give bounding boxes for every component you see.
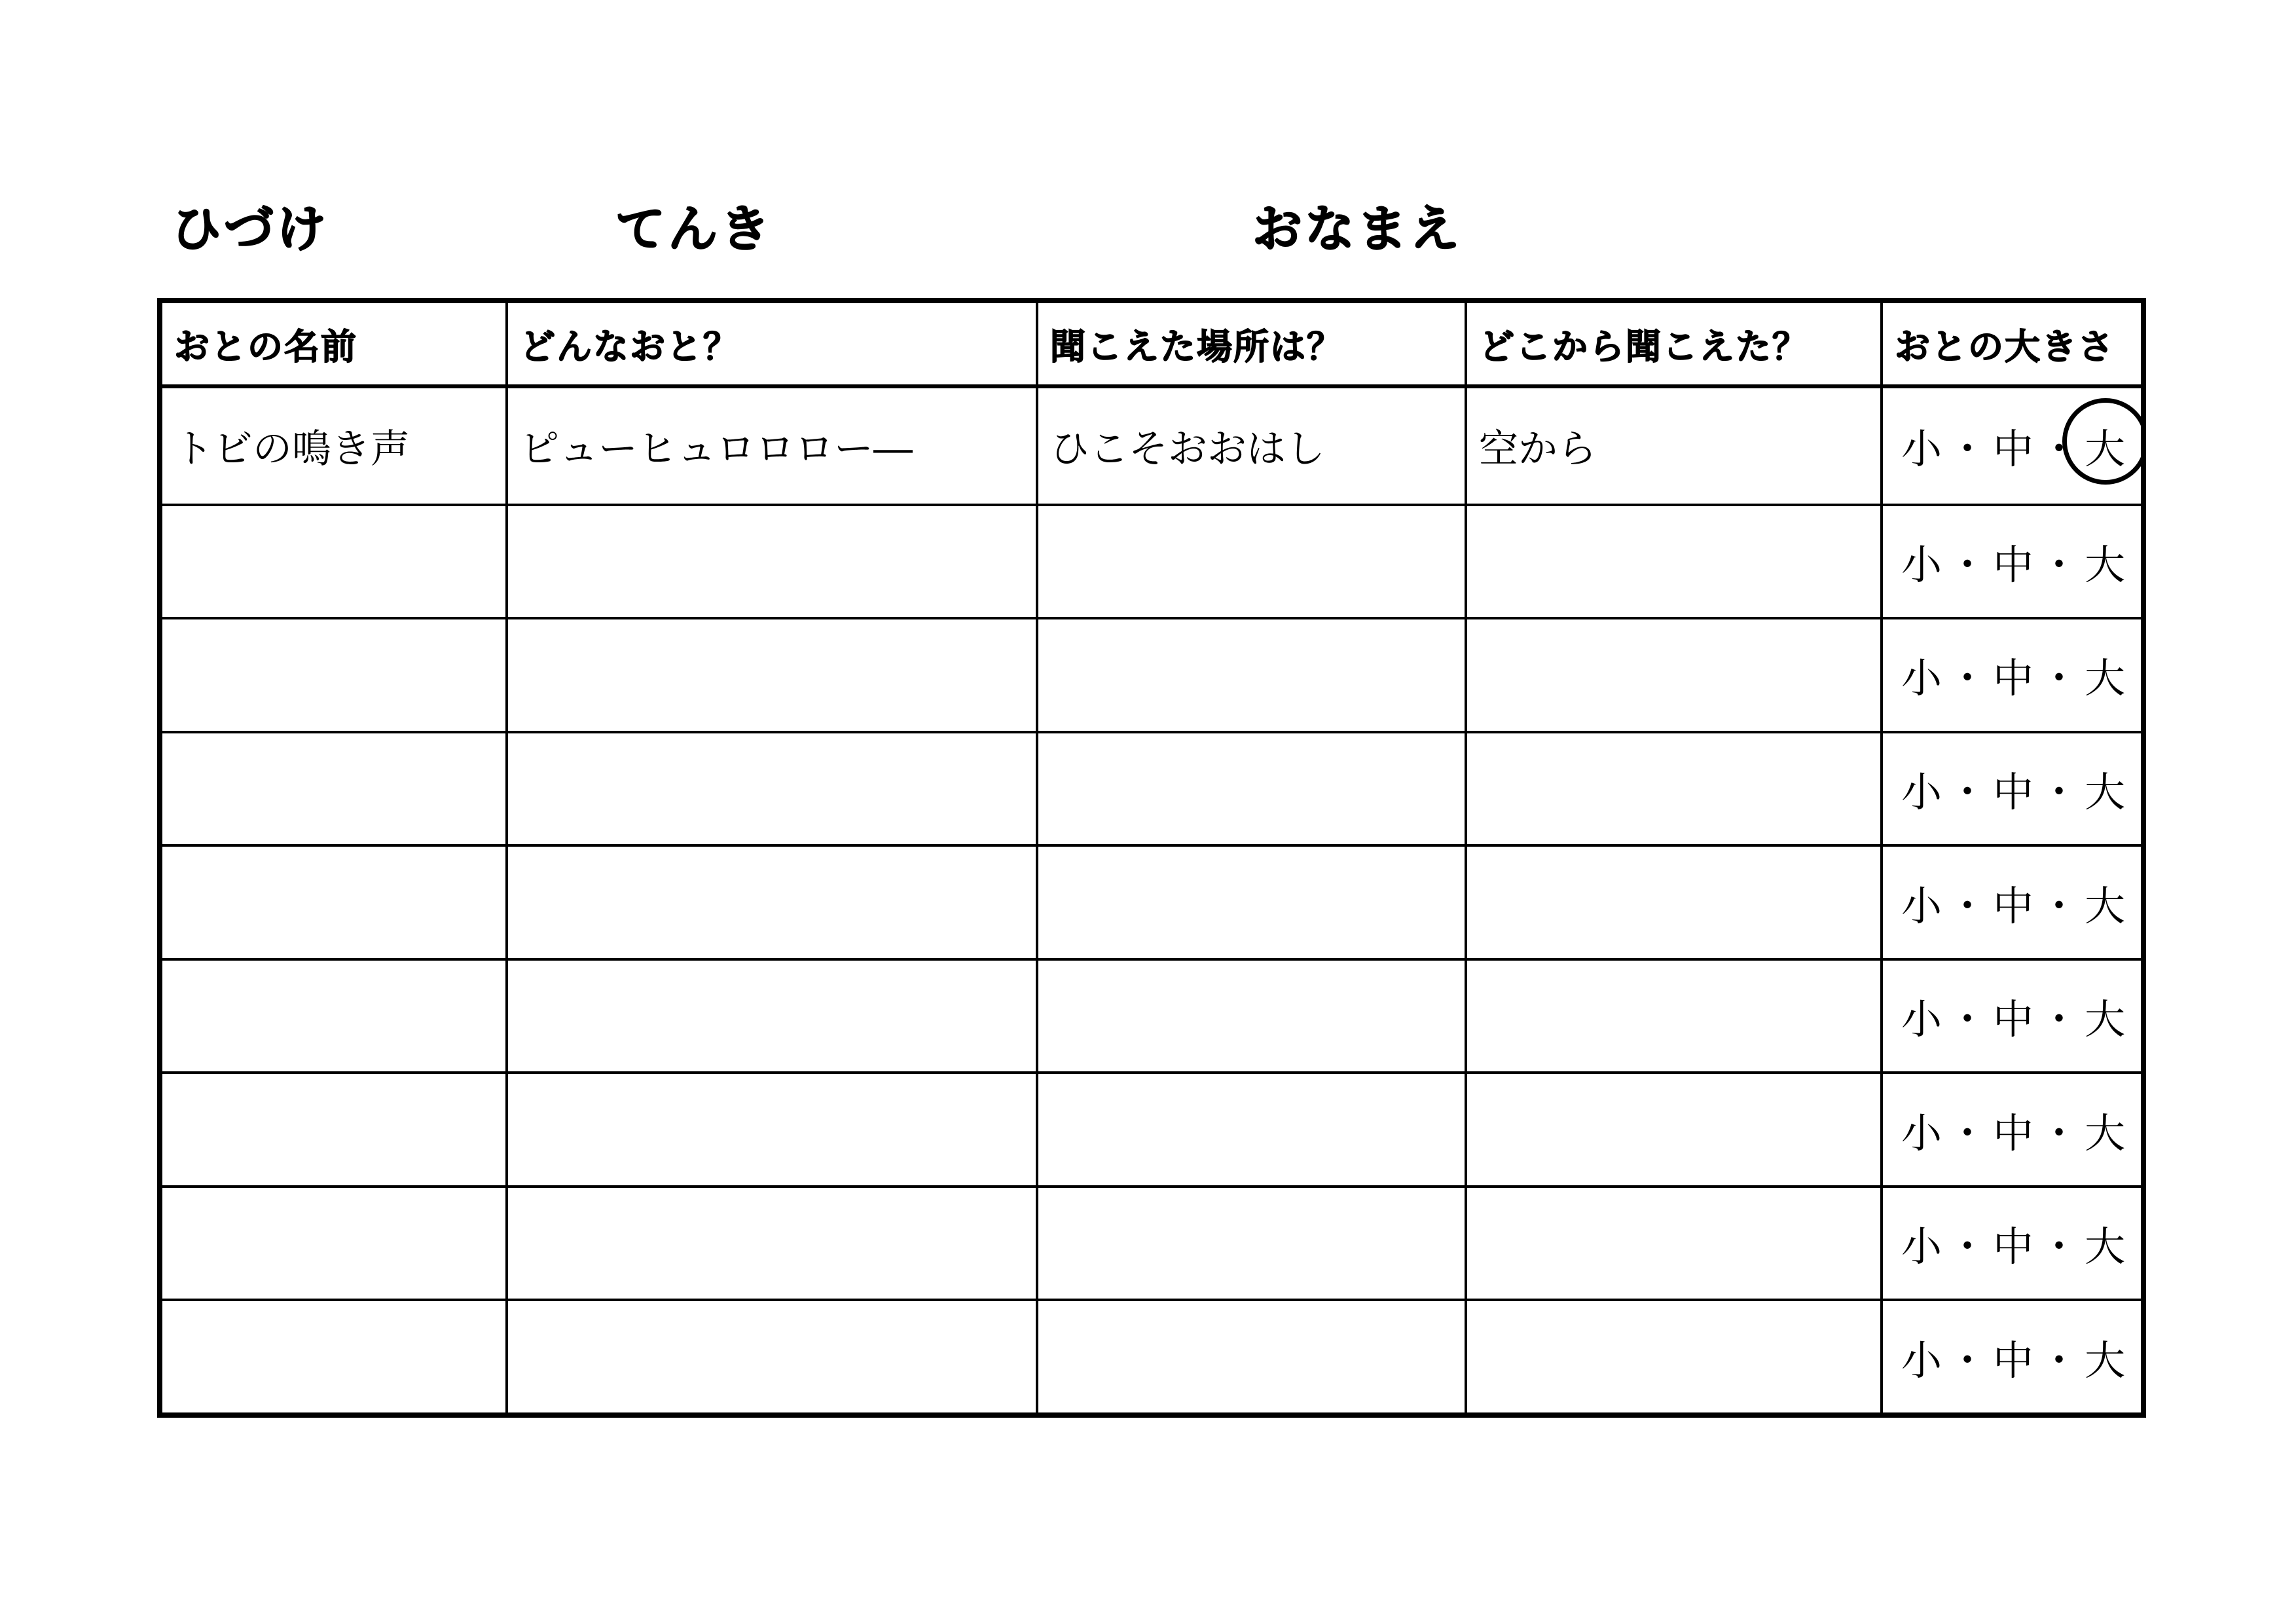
sound-kind-cell[interactable] bbox=[507, 959, 1037, 1073]
loudness-separator: ・ bbox=[2039, 654, 2081, 703]
loudness-option-large[interactable]: 大 bbox=[2085, 1223, 2127, 1271]
loudness-cell bbox=[1882, 505, 2143, 619]
place-cell[interactable] bbox=[1037, 1073, 1466, 1187]
loudness-option-large[interactable]: 大 bbox=[2085, 1336, 2127, 1384]
loudness-option-small[interactable]: 小 bbox=[1901, 1223, 1944, 1271]
loudness-separator: ・ bbox=[2039, 881, 2081, 930]
sound-name-cell[interactable] bbox=[160, 732, 507, 846]
loudness-option-medium[interactable]: 中 bbox=[1993, 1109, 2035, 1157]
loudness-separator: ・ bbox=[1947, 1109, 1990, 1157]
table-row bbox=[160, 505, 2143, 619]
name-label: おなまえ bbox=[1252, 200, 1462, 258]
loudness-separator: ・ bbox=[2039, 768, 2081, 816]
table-row bbox=[160, 1073, 2143, 1187]
loudness-option-small[interactable]: 小 bbox=[1901, 425, 1944, 473]
loudness-options bbox=[1895, 1101, 2126, 1159]
table-row bbox=[160, 386, 2143, 505]
loudness-separator: ・ bbox=[2039, 1336, 2081, 1384]
sound-kind-cell[interactable] bbox=[507, 505, 1037, 619]
column-header-sound-kind: どんなおと？ bbox=[507, 301, 1037, 386]
sound-name-cell[interactable] bbox=[160, 1187, 507, 1301]
loudness-option-medium[interactable]: 中 bbox=[1993, 425, 2035, 473]
direction-cell[interactable] bbox=[1466, 1300, 1882, 1415]
table-row bbox=[160, 732, 2143, 846]
place-cell[interactable] bbox=[1037, 1300, 1466, 1415]
table-row bbox=[160, 959, 2143, 1073]
table-row bbox=[160, 845, 2143, 959]
column-header-loudness: おとの大きさ bbox=[1882, 301, 2143, 386]
loudness-cell bbox=[1882, 1073, 2143, 1187]
loudness-option-small[interactable]: 小 bbox=[1901, 768, 1944, 816]
loudness-separator: ・ bbox=[2039, 1109, 2081, 1157]
loudness-separator: ・ bbox=[2039, 995, 2081, 1044]
sound-record-table bbox=[157, 298, 2146, 1418]
sound-kind-cell[interactable] bbox=[507, 618, 1037, 732]
sound-name-cell[interactable] bbox=[160, 505, 507, 619]
loudness-options bbox=[1895, 1214, 2126, 1272]
loudness-option-large[interactable]: 大 bbox=[2085, 540, 2127, 589]
sound-kind-cell[interactable] bbox=[507, 1073, 1037, 1187]
loudness-cell bbox=[1882, 959, 2143, 1073]
sound-name-cell[interactable] bbox=[160, 1300, 507, 1415]
sound-kind-cell[interactable] bbox=[507, 732, 1037, 846]
table-header-row bbox=[160, 301, 2143, 386]
loudness-option-small[interactable]: 小 bbox=[1901, 995, 1944, 1044]
loudness-options bbox=[1895, 874, 2126, 932]
weather-label: てんき bbox=[615, 200, 773, 258]
date-label: ひづけ bbox=[172, 200, 329, 258]
loudness-separator: ・ bbox=[2039, 1223, 2081, 1271]
sound-kind-cell[interactable]: ピューヒュロロロー― bbox=[507, 386, 1037, 505]
loudness-separator: ・ bbox=[1947, 425, 1990, 473]
column-header-place: 聞こえた場所は？ bbox=[1037, 301, 1466, 386]
loudness-option-large[interactable]: 大 bbox=[2085, 881, 2127, 930]
column-header-sound-name: おとの名前 bbox=[160, 301, 507, 386]
loudness-separator: ・ bbox=[1947, 1223, 1990, 1271]
loudness-option-large[interactable]: 大 bbox=[2085, 416, 2126, 475]
place-cell[interactable] bbox=[1037, 505, 1466, 619]
sound-record-table-container bbox=[157, 298, 2141, 1418]
place-cell[interactable] bbox=[1037, 732, 1466, 846]
table-row bbox=[160, 618, 2143, 732]
loudness-cell bbox=[1882, 732, 2143, 846]
loudness-options bbox=[1895, 646, 2126, 704]
loudness-option-large[interactable]: 大 bbox=[2085, 768, 2127, 816]
loudness-options bbox=[1895, 987, 2126, 1045]
loudness-cell bbox=[1882, 1300, 2143, 1415]
loudness-separator: ・ bbox=[1947, 995, 1990, 1044]
loudness-cell bbox=[1882, 618, 2143, 732]
place-cell[interactable] bbox=[1037, 1187, 1466, 1301]
loudness-option-medium[interactable]: 中 bbox=[1993, 654, 2035, 703]
loudness-options bbox=[1895, 760, 2126, 818]
direction-cell[interactable] bbox=[1466, 505, 1882, 619]
sound-name-cell[interactable] bbox=[160, 618, 507, 732]
loudness-option-large[interactable]: 大 bbox=[2085, 654, 2127, 703]
place-cell[interactable]: ひこそおおはし bbox=[1037, 386, 1466, 505]
loudness-option-small[interactable]: 小 bbox=[1901, 1336, 1944, 1384]
sound-name-cell[interactable] bbox=[160, 959, 507, 1073]
loudness-options bbox=[1895, 1328, 2126, 1386]
loudness-option-small[interactable]: 小 bbox=[1901, 654, 1944, 703]
sound-name-cell[interactable] bbox=[160, 845, 507, 959]
direction-cell[interactable]: 空から bbox=[1466, 386, 1882, 505]
loudness-cell bbox=[1882, 845, 2143, 959]
sound-kind-cell[interactable] bbox=[507, 1187, 1037, 1301]
loudness-option-large[interactable]: 大 bbox=[2085, 995, 2127, 1044]
table-body bbox=[160, 386, 2143, 1415]
column-header-direction: どこから聞こえた？ bbox=[1466, 301, 1882, 386]
direction-cell[interactable] bbox=[1466, 618, 1882, 732]
loudness-option-medium[interactable]: 中 bbox=[1993, 881, 2035, 930]
direction-cell[interactable] bbox=[1466, 959, 1882, 1073]
loudness-option-medium[interactable]: 中 bbox=[1993, 768, 2035, 816]
loudness-option-small[interactable]: 小 bbox=[1901, 540, 1944, 589]
loudness-option-small[interactable]: 小 bbox=[1901, 1109, 1944, 1157]
direction-cell[interactable] bbox=[1466, 1073, 1882, 1187]
table-row bbox=[160, 1187, 2143, 1301]
loudness-separator: ・ bbox=[1947, 540, 1990, 589]
direction-cell[interactable] bbox=[1466, 1187, 1882, 1301]
place-cell[interactable] bbox=[1037, 845, 1466, 959]
sound-name-cell[interactable] bbox=[160, 1073, 507, 1187]
loudness-option-medium[interactable]: 中 bbox=[1993, 995, 2035, 1044]
sound-name-cell[interactable]: トビの鳴き声 bbox=[160, 386, 507, 505]
direction-cell[interactable] bbox=[1466, 845, 1882, 959]
sound-kind-cell[interactable] bbox=[507, 845, 1037, 959]
sound-kind-cell[interactable] bbox=[507, 1300, 1037, 1415]
direction-cell[interactable] bbox=[1466, 732, 1882, 846]
place-cell[interactable] bbox=[1037, 959, 1466, 1073]
loudness-cell bbox=[1882, 386, 2143, 505]
table-row bbox=[160, 1300, 2143, 1415]
loudness-option-medium[interactable]: 中 bbox=[1993, 1223, 2035, 1271]
loudness-separator: ・ bbox=[1947, 768, 1990, 816]
loudness-option-medium[interactable]: 中 bbox=[1993, 540, 2035, 589]
loudness-option-small[interactable]: 小 bbox=[1901, 881, 1944, 930]
loudness-separator: ・ bbox=[1947, 1336, 1990, 1384]
loudness-option-medium[interactable]: 中 bbox=[1993, 1336, 2035, 1384]
loudness-separator: ・ bbox=[2039, 425, 2081, 473]
loudness-cell bbox=[1882, 1187, 2143, 1301]
loudness-options bbox=[1895, 532, 2126, 591]
loudness-separator: ・ bbox=[1947, 881, 1990, 930]
loudness-separator: ・ bbox=[1947, 654, 1990, 703]
loudness-separator: ・ bbox=[2039, 540, 2081, 589]
loudness-options bbox=[1895, 416, 2126, 475]
loudness-option-large[interactable]: 大 bbox=[2085, 1109, 2127, 1157]
place-cell[interactable] bbox=[1037, 618, 1466, 732]
